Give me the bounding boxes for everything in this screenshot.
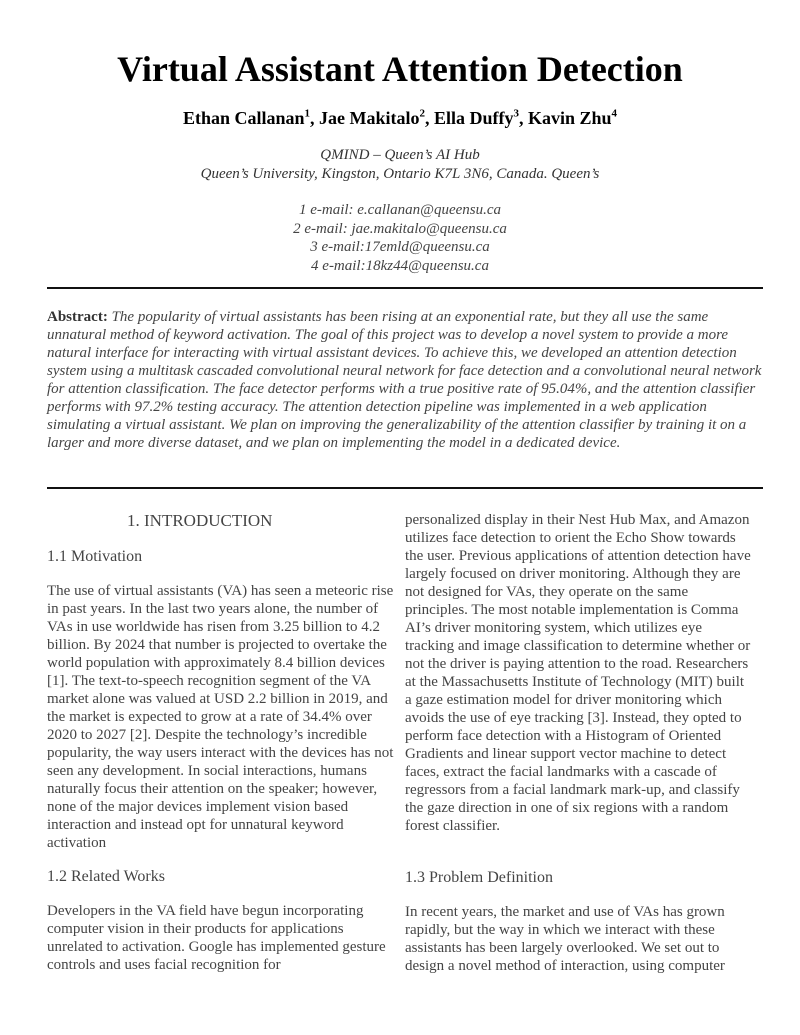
abstract-text: The popularity of virtual assistants has been rising at an exponential rate, but they all use the same unnatural method of keyword activation. The goal of this project was to develop a novel system to provide a more natural interface for interacting with virtual assistant devices. To achieve this, we developed an attention detection system using a multitask cascaded convolutional neural network for face detection and a convolutional neural network for attention classification. The face detector performs with a true positive rate of 95.04%, and the attention classifier performs with 97.2% testing accuracy. The attention detection pipeline was implemented in a web application simulating a virtual assistant. We plan on improving the generalizability of the attention classifier by training it on a larger and more diverse dataset, and we plan on implementing the model in a dedicated device. [47,309,762,451]
subsection-heading-motivation: 1.1 Motivation [47,548,143,565]
author-name: Kavin Zhu [528,108,612,128]
author-list [0,106,800,130]
section-heading-introduction: 1. INTRODUCTION [127,511,273,530]
author-name: Jae Makitalo [318,108,420,128]
email-line: 2 e-mail: jae.makitalo@queensu.ca [293,220,507,237]
email-line: 3 e-mail:17emld@queensu.ca [310,239,490,255]
problem-definition-paragraph [405,903,753,975]
motivation-paragraph [47,582,395,852]
related-works-paragraph-continued [405,511,753,835]
email-line: 1 e-mail: e.callanan@queensu.ca [298,202,502,218]
paragraph-text: personalized display in their Nest Hub Max, and Amazon utilizes face detection to orient the Echo Show towards the user. Previous applications of attention detection have largely focused on driver monitoring. Although they are not designed for VAs, they operate on the same principles. The most notable implementation is Comma AI’s driver monitoring system, which utilizes eye tracking and image classification to determine whether or not the driver is paying attention to the road. Researchers at the Massachusetts Institute of Technology (MIT) built a gaze estimation model for driver monitoring which avoids the use of eye tracking [3]. Instead, they opted to perform face detection with a Histogram of Oriented Gradients and linear support vector machine to detect faces, extract the facial landmarks with a cascade of regressors from a facial landmark mark-up, and classify the gaze direction in one of six regions with a random forest classifier. [405,512,751,834]
abstract-colon: : [102,309,112,325]
bottom-divider [47,487,763,489]
subsection-heading-problem-definition: 1.3 Problem Definition [405,869,553,886]
abstract-label: Abstract [47,309,103,325]
paragraph-text: In recent years, the market and use of VAs has grown rapidly, but the way in which we interact with these assistants has been largely overlooked. We set out to design a novel method of interaction, using computer [405,904,725,974]
author-affiliation-mark: 1 [304,107,310,120]
affiliation-line: Queen’s University, Kingston, Ontario K7L 3N6, Canada. Queen’s [200,166,600,182]
email-list [0,201,800,275]
author-affiliation-mark: 3 [513,107,519,120]
author-affiliation-mark: 2 [419,107,425,120]
paragraph-text: The use of virtual assistants (VA) has seen a meteoric rise in past years. In the last two years alone, the number of VAs in use worldwide has risen from 3.25 billion to 4.2 billion. By 2024 that number is projected to overtake the world population with approximately 8.4 billion devices [1]. The text-to-speech recognition segment of the VA market alone was valued at USD 2.2 billion in 2019, and the market is expected to grow at a rate of 34.4% over 2020 to 2027 [2]. Despite the technology’s incredible popularity, the way users interact with the devices has not seen any development. In social interactions, humans naturally focus their attention on the speaker; however, none of the major devices implement vision based interaction and instead opt for unnatural keyword activation [47,583,394,851]
author-separator: , [309,108,319,128]
subsection-heading-related-works: 1.2 Related Works [47,868,165,885]
abstract [47,308,763,452]
paper-title: Virtual Assistant Attention Detection [117,49,683,89]
top-divider [47,287,763,289]
paragraph-text: Developers in the VA field have begun incorporating computer vision in their products for applications unrelated to activation. Google has implemented gesture controls and uses facial recognition for [47,903,386,973]
related-works-paragraph [47,902,395,974]
author-name: Ethan Callanan [182,108,305,128]
author-name: Ella Duffy [433,108,514,128]
author-separator: , [519,108,528,128]
affiliation-line: QMIND – Queen’s AI Hub [320,147,480,163]
author-separator: , [424,108,434,128]
affiliation [0,146,800,184]
author-affiliation-mark: 4 [611,107,618,120]
email-line: 4 e-mail:18kz44@queensu.ca [311,257,489,274]
